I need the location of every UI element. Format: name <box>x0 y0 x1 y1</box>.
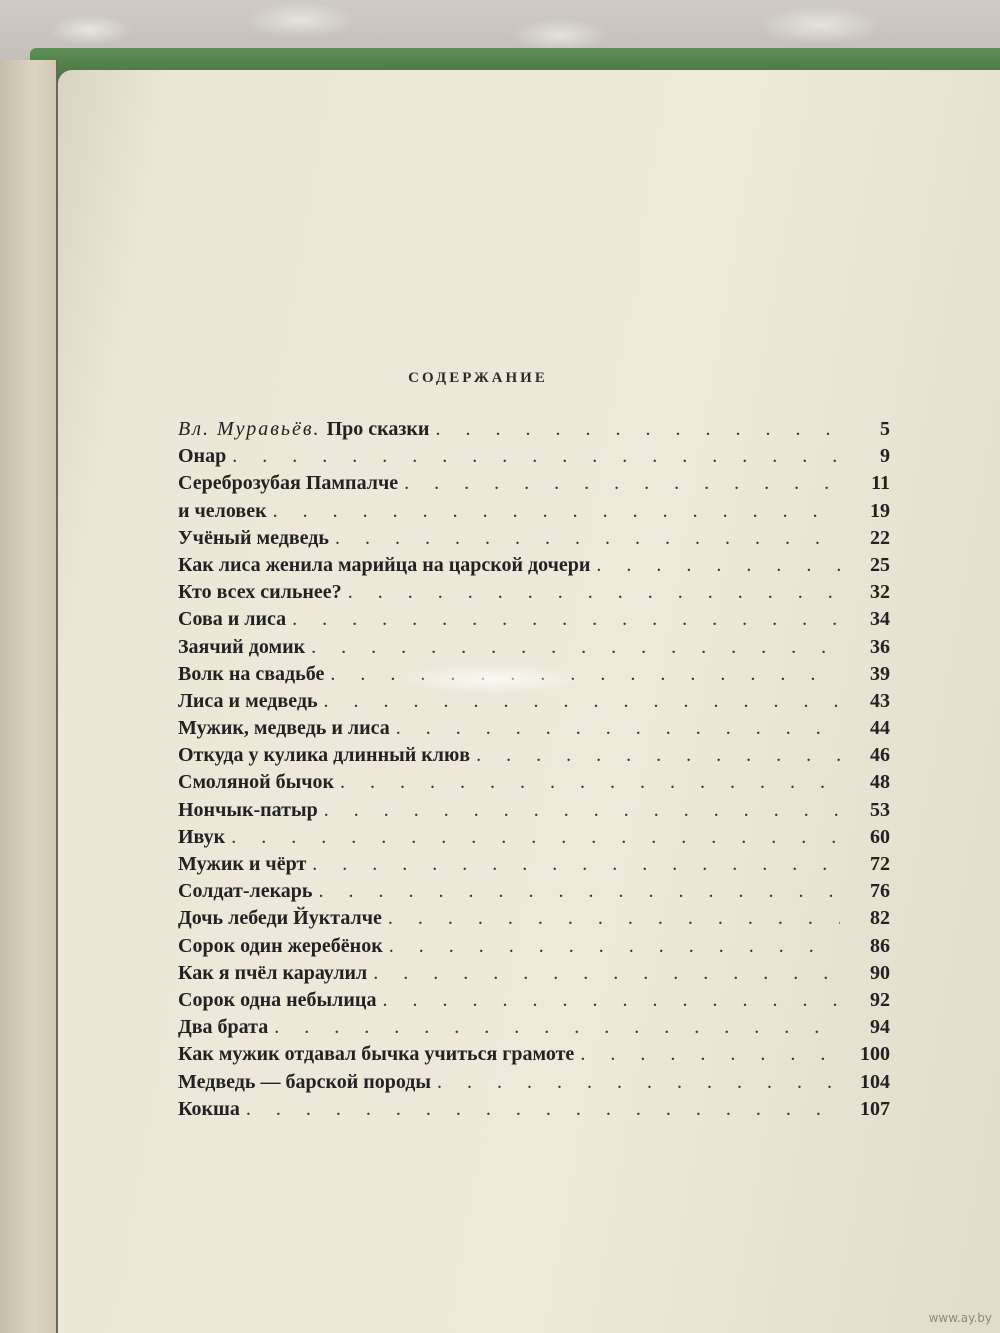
toc-entry-title <box>178 907 382 930</box>
toc-entry <box>178 826 890 853</box>
toc-entry <box>178 853 890 880</box>
toc-entry-page: 104 <box>860 1070 890 1093</box>
toc-entry-title-text: Откуда у кулика длинный клюв <box>178 744 471 767</box>
toc-entry-page: 86 <box>870 934 890 957</box>
toc-entry-title <box>178 636 305 659</box>
toc-entry-title <box>178 880 313 903</box>
toc-entry <box>178 962 890 989</box>
toc-entry-title <box>178 853 306 876</box>
toc-entry <box>178 527 890 554</box>
toc-entry-title-text: Нончык-патыр <box>178 798 318 821</box>
toc-entry-title <box>178 826 225 849</box>
toc-entry-title-text: Онар <box>178 445 227 468</box>
toc-leader-dots <box>437 1071 840 1094</box>
toc-leader-dots <box>319 880 840 903</box>
table-of-contents <box>178 418 890 1125</box>
toc-entry-title <box>178 445 226 468</box>
toc-entry-title-text: Смоляной бычок <box>178 771 335 794</box>
toc-entry-title <box>178 608 286 631</box>
toc-leader-dots <box>246 1098 840 1121</box>
book-page <box>58 70 1000 1333</box>
toc-entry-title <box>178 472 398 495</box>
toc-entry-title <box>178 935 383 958</box>
toc-entry-page: 44 <box>870 717 890 740</box>
toc-entry-author: Вл. Муравьёв. <box>178 418 321 440</box>
toc-entry-page: 11 <box>871 472 890 495</box>
toc-entry-page: 19 <box>870 499 890 522</box>
toc-entry-title <box>178 527 329 550</box>
toc-entry-title-text: Ивук <box>178 825 226 848</box>
toc-entry <box>178 799 890 826</box>
toc-entry-title <box>178 1016 268 1039</box>
toc-entry <box>178 1098 890 1125</box>
toc-leader-dots <box>435 418 840 441</box>
toc-entry <box>178 500 890 527</box>
toc-leader-dots <box>580 1043 840 1066</box>
toc-entry-page: 72 <box>870 853 890 875</box>
toc-entry-page: 39 <box>870 662 890 685</box>
toc-leader-dots <box>389 935 840 958</box>
toc-leader-dots <box>273 500 840 523</box>
toc-entry-title-text: Солдат-лекарь <box>178 880 313 903</box>
toc-entry-title <box>178 1098 240 1121</box>
page-smudge <box>398 664 588 694</box>
toc-entry-title <box>178 1043 574 1066</box>
toc-entry-title <box>178 771 334 794</box>
toc-entry-title-text: Мужик и чёрт <box>178 853 307 875</box>
toc-entry <box>178 880 890 907</box>
toc-entry-title-text: Два брата <box>178 1016 269 1039</box>
toc-entry-page: 9 <box>880 445 890 468</box>
toc-leader-dots <box>476 744 840 767</box>
toc-leader-dots <box>396 717 840 740</box>
toc-leader-dots <box>312 853 840 876</box>
toc-entry <box>178 554 890 581</box>
toc-entry <box>178 608 890 635</box>
toc-entry-title <box>178 799 318 822</box>
toc-entry <box>178 989 890 1016</box>
toc-entry-page: 76 <box>870 880 890 903</box>
toc-entry-page: 92 <box>870 988 890 1011</box>
toc-entry-page: 82 <box>870 907 890 930</box>
toc-entry <box>178 636 890 663</box>
toc-entry-title <box>178 1071 431 1094</box>
toc-entry-page: 48 <box>870 771 890 794</box>
toc-entry-page: 25 <box>870 553 890 576</box>
toc-entry-title <box>178 690 318 713</box>
toc-leader-dots <box>335 527 840 550</box>
watermark: www.ay.by <box>928 1311 992 1325</box>
toc-leader-dots <box>388 907 840 930</box>
toc-entry <box>178 717 890 744</box>
toc-entry-title <box>178 962 367 985</box>
toc-entry <box>178 744 890 771</box>
toc-entry <box>178 418 890 445</box>
toc-entry-page: 43 <box>870 689 890 712</box>
toc-entry-page: 107 <box>860 1097 890 1120</box>
toc-entry-page: 60 <box>870 825 890 848</box>
toc-entry-title-text: Сорок одна небылица <box>178 988 377 1011</box>
toc-entry-title-text: Учёный медведь <box>178 526 329 549</box>
toc-entry-title-text: Заячий домик <box>178 635 306 658</box>
toc-entry-page: 100 <box>860 1043 890 1066</box>
toc-entry <box>178 907 890 934</box>
toc-entry-title-text: Медведь — барской породы <box>178 1070 432 1093</box>
toc-leader-dots <box>311 636 840 659</box>
toc-entry-page: 5 <box>880 418 890 440</box>
toc-leader-dots <box>404 472 840 495</box>
toc-entry <box>178 445 890 472</box>
toc-entry-page: 53 <box>870 798 890 821</box>
toc-entry-title-text: Сорок один жеребёнок <box>178 934 383 957</box>
toc-entry-title <box>178 663 324 686</box>
toc-entry-title-text: Волк на свадьбе <box>178 662 325 685</box>
toc-entry-title <box>178 581 342 604</box>
toc-entry-title <box>178 989 376 1012</box>
toc-entry-page: 32 <box>870 581 890 604</box>
toc-entry-title-text: Мужик, медведь и лиса <box>178 717 390 740</box>
toc-entry-title-text: Как мужик отдавал бычка учиться грамоте <box>178 1043 575 1066</box>
toc-leader-dots <box>382 989 840 1012</box>
toc-entry-title-text: Сереброзубая Пампалче <box>178 472 399 495</box>
toc-entry-title-text: Лиса и медведь <box>178 689 318 712</box>
toc-entry-page: 90 <box>870 961 890 984</box>
toc-entry <box>178 1016 890 1043</box>
toc-entry-page: 22 <box>870 526 890 549</box>
toc-entry-page: 46 <box>870 744 890 767</box>
toc-leader-dots <box>274 1016 840 1039</box>
toc-entry <box>178 935 890 962</box>
toc-entry-title-text: Дочь лебеди Йукталче <box>178 907 382 930</box>
toc-entry-title-text: Как лиса женила марийца на царской дочери <box>178 553 591 576</box>
toc-entry-title-text: Как я пчёл караулил <box>178 961 368 984</box>
toc-entry-page: 36 <box>870 635 890 658</box>
toc-leader-dots <box>292 608 840 631</box>
toc-entry-title <box>178 717 390 740</box>
toc-entry-title <box>178 500 267 523</box>
toc-entry-title-text: Про сказки <box>326 418 430 440</box>
page-title: СОДЕРЖАНИЕ <box>408 370 548 386</box>
toc-entry <box>178 771 890 798</box>
toc-entry-title-text: Кокша <box>178 1097 240 1120</box>
toc-leader-dots <box>373 962 840 985</box>
toc-entry-page: 94 <box>870 1016 890 1039</box>
toc-leader-dots <box>596 554 840 577</box>
book-spine-edge <box>0 60 58 1333</box>
toc-entry-title <box>178 554 590 577</box>
toc-entry <box>178 1071 890 1098</box>
toc-entry-title-text: Сова и лиса <box>178 608 287 631</box>
toc-entry <box>178 472 890 499</box>
toc-leader-dots <box>231 826 840 849</box>
toc-entry <box>178 1043 890 1070</box>
toc-entry-title <box>178 418 429 441</box>
toc-leader-dots <box>232 445 840 468</box>
toc-entry-title-text: Кто всех сильнее? <box>178 581 342 604</box>
toc-leader-dots <box>324 799 840 822</box>
toc-entry-title <box>178 744 470 767</box>
toc-entry <box>178 581 890 608</box>
toc-leader-dots <box>340 771 840 794</box>
toc-entry-page: 34 <box>870 608 890 631</box>
toc-leader-dots <box>348 581 840 604</box>
toc-entry-title-text: и человек <box>178 499 267 522</box>
